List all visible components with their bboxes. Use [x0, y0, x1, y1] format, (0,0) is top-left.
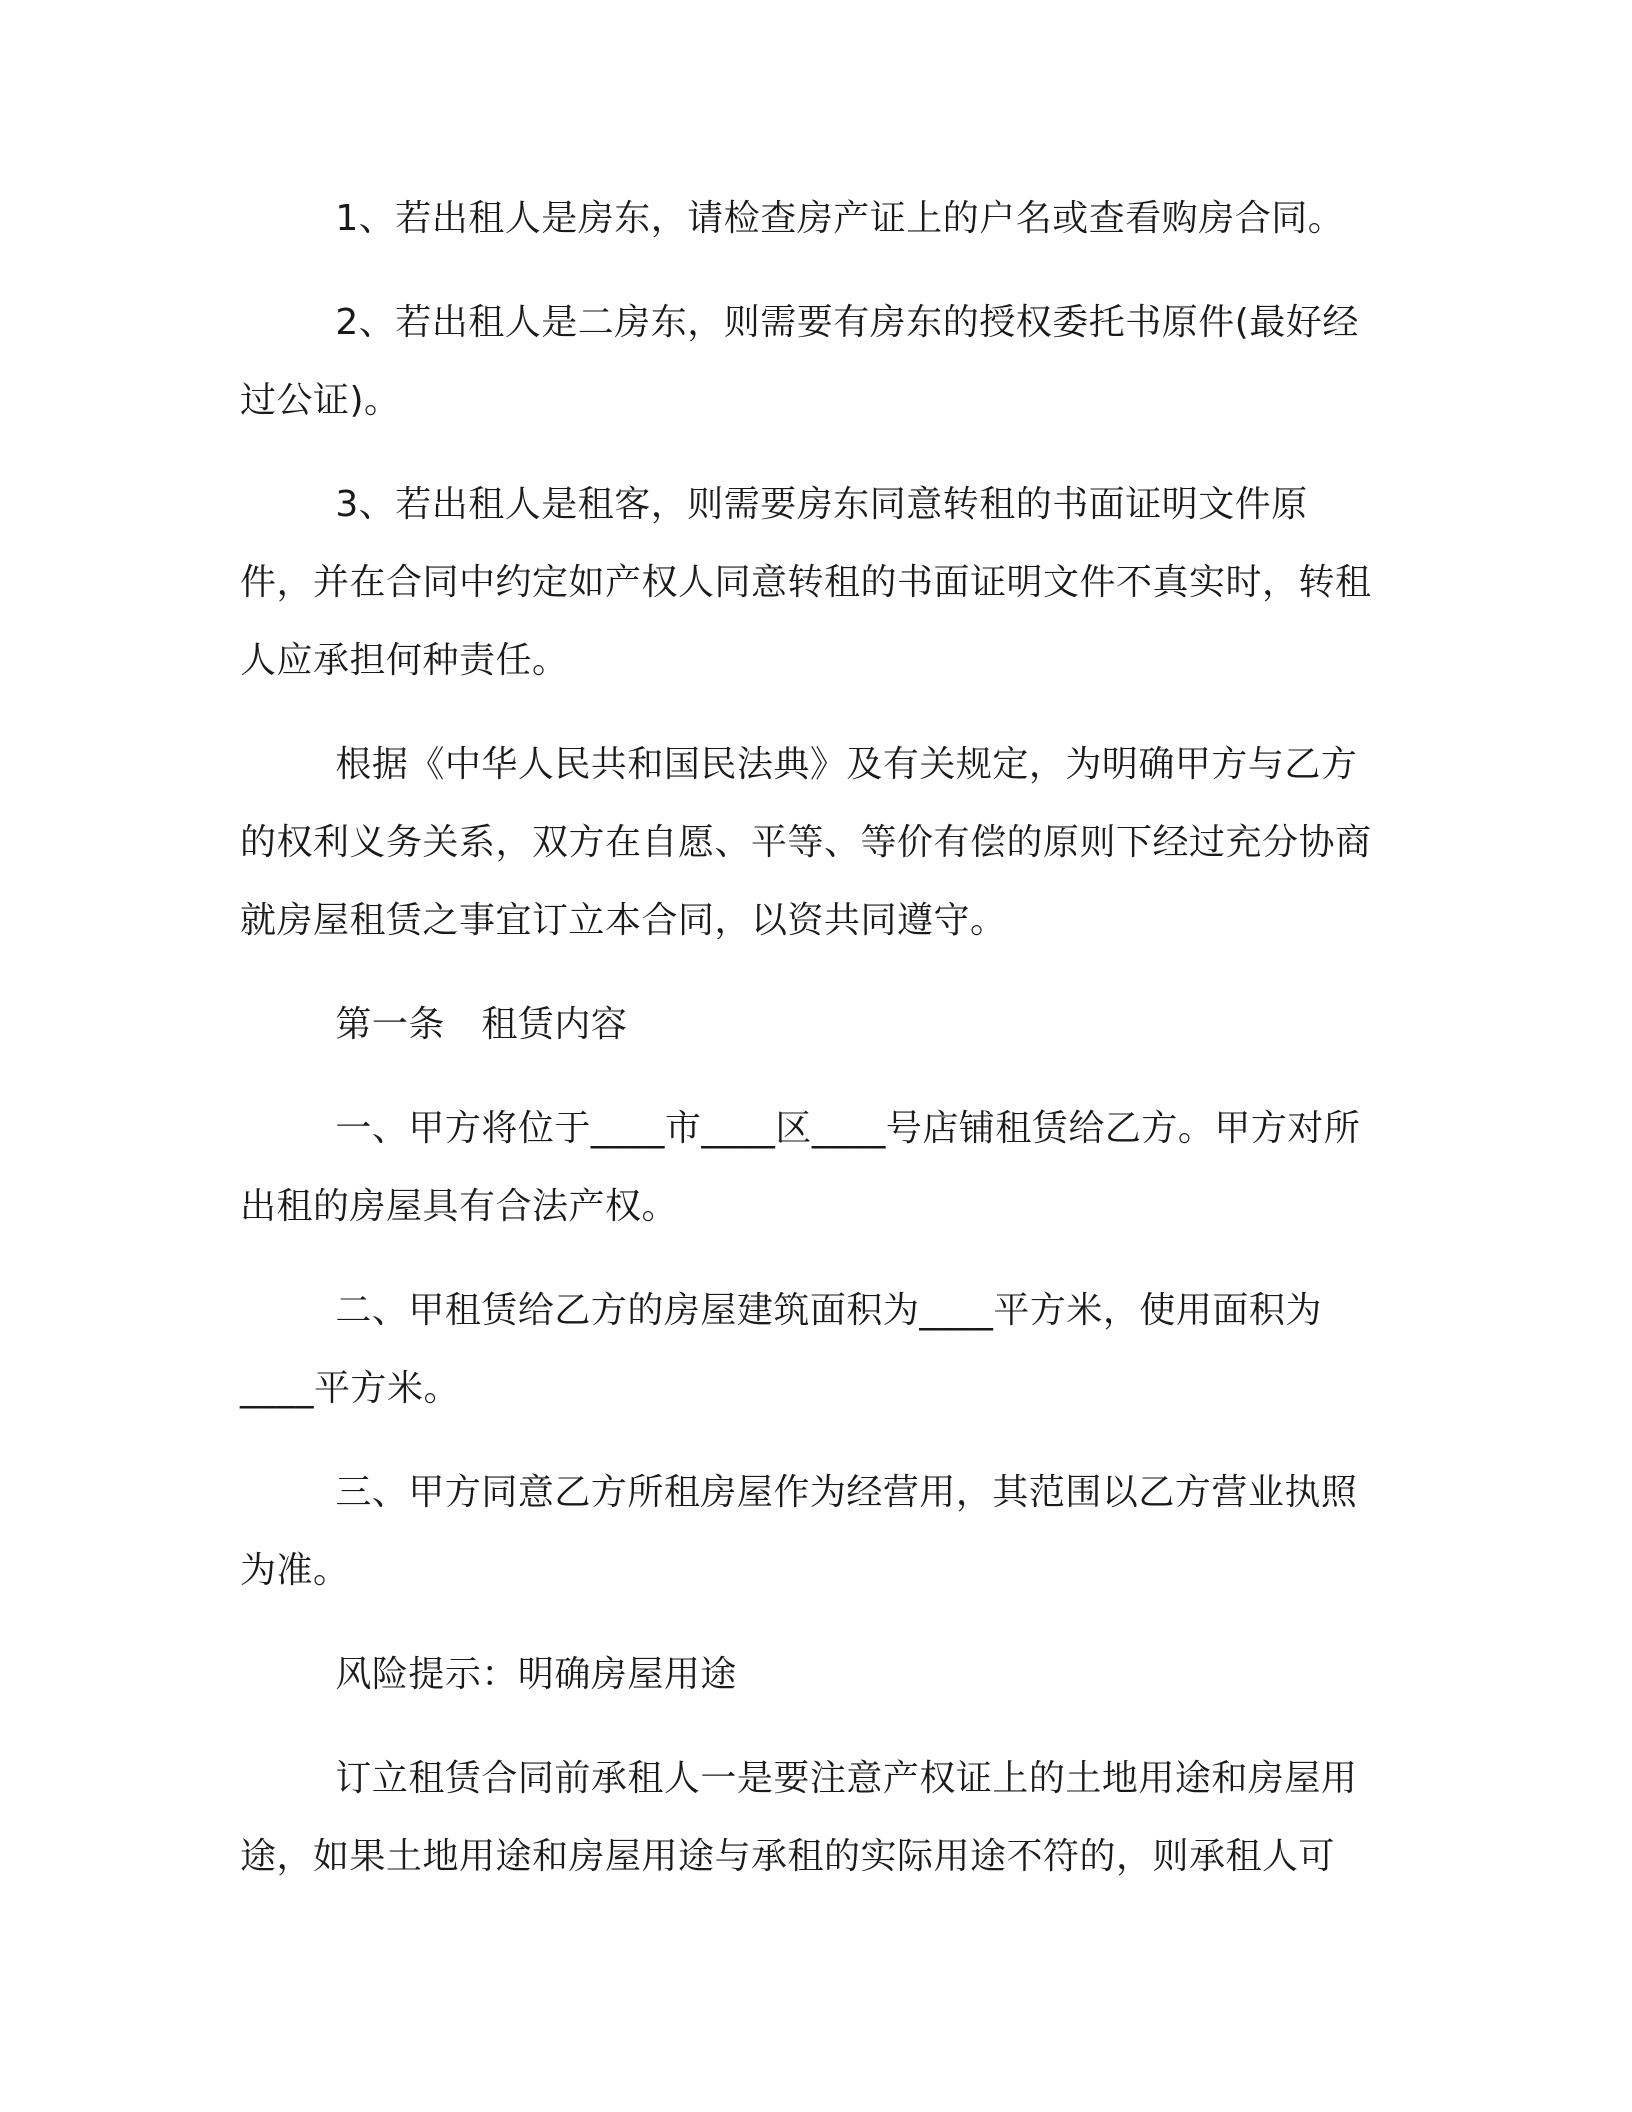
contract-preamble: 根据《中华人民共和国民法典》及有关规定，为明确甲方与乙方的权利义务关系，双方在自愿、平等、等价有偿的原则下经过充分协商就房屋租赁之事宜订立本合同，以资共同遵守。: [240, 744, 1372, 941]
article-one-item-area: 二、甲租赁给乙方的房屋建筑面积为____平方米，使用面积为____平方米。: [240, 1290, 1322, 1409]
risk-tip-body: 订立租赁合同前承租人一是要注意产权证上的土地用途和房屋用途，如果土地用途和房屋用途与承租的实际用途不符的，则承租人可: [240, 1758, 1358, 1877]
article-one-item-location: 一、甲方将位于____市____区____号店铺租赁给乙方。甲方对所出租的房屋具有合法产权。: [240, 1108, 1361, 1227]
article-one-heading: 第一条 租赁内容: [335, 1004, 628, 1045]
clause-landlord-check: 1、若出租人是房东，请检查房产证上的户名或查看购房合同。: [335, 198, 1345, 239]
risk-tip-heading: 风险提示：明确房屋用途: [335, 1654, 737, 1695]
clause-tenant-sublease-proof: 3、若出租人是租客，则需要房东同意转租的书面证明文件原件，并在合同中约定如产权人同意转租的书面证明文件不真实时，转租人应承担何种责任。: [240, 484, 1372, 681]
clause-sublandlord-authorization: 2、若出租人是二房东，则需要有房东的授权委托书原件(最好经过公证)。: [240, 302, 1359, 421]
document-body: [240, 180, 1372, 1922]
article-one-item-usage: 三、甲方同意乙方所租房屋作为经营用，其范围以乙方营业执照为准。: [240, 1472, 1358, 1591]
